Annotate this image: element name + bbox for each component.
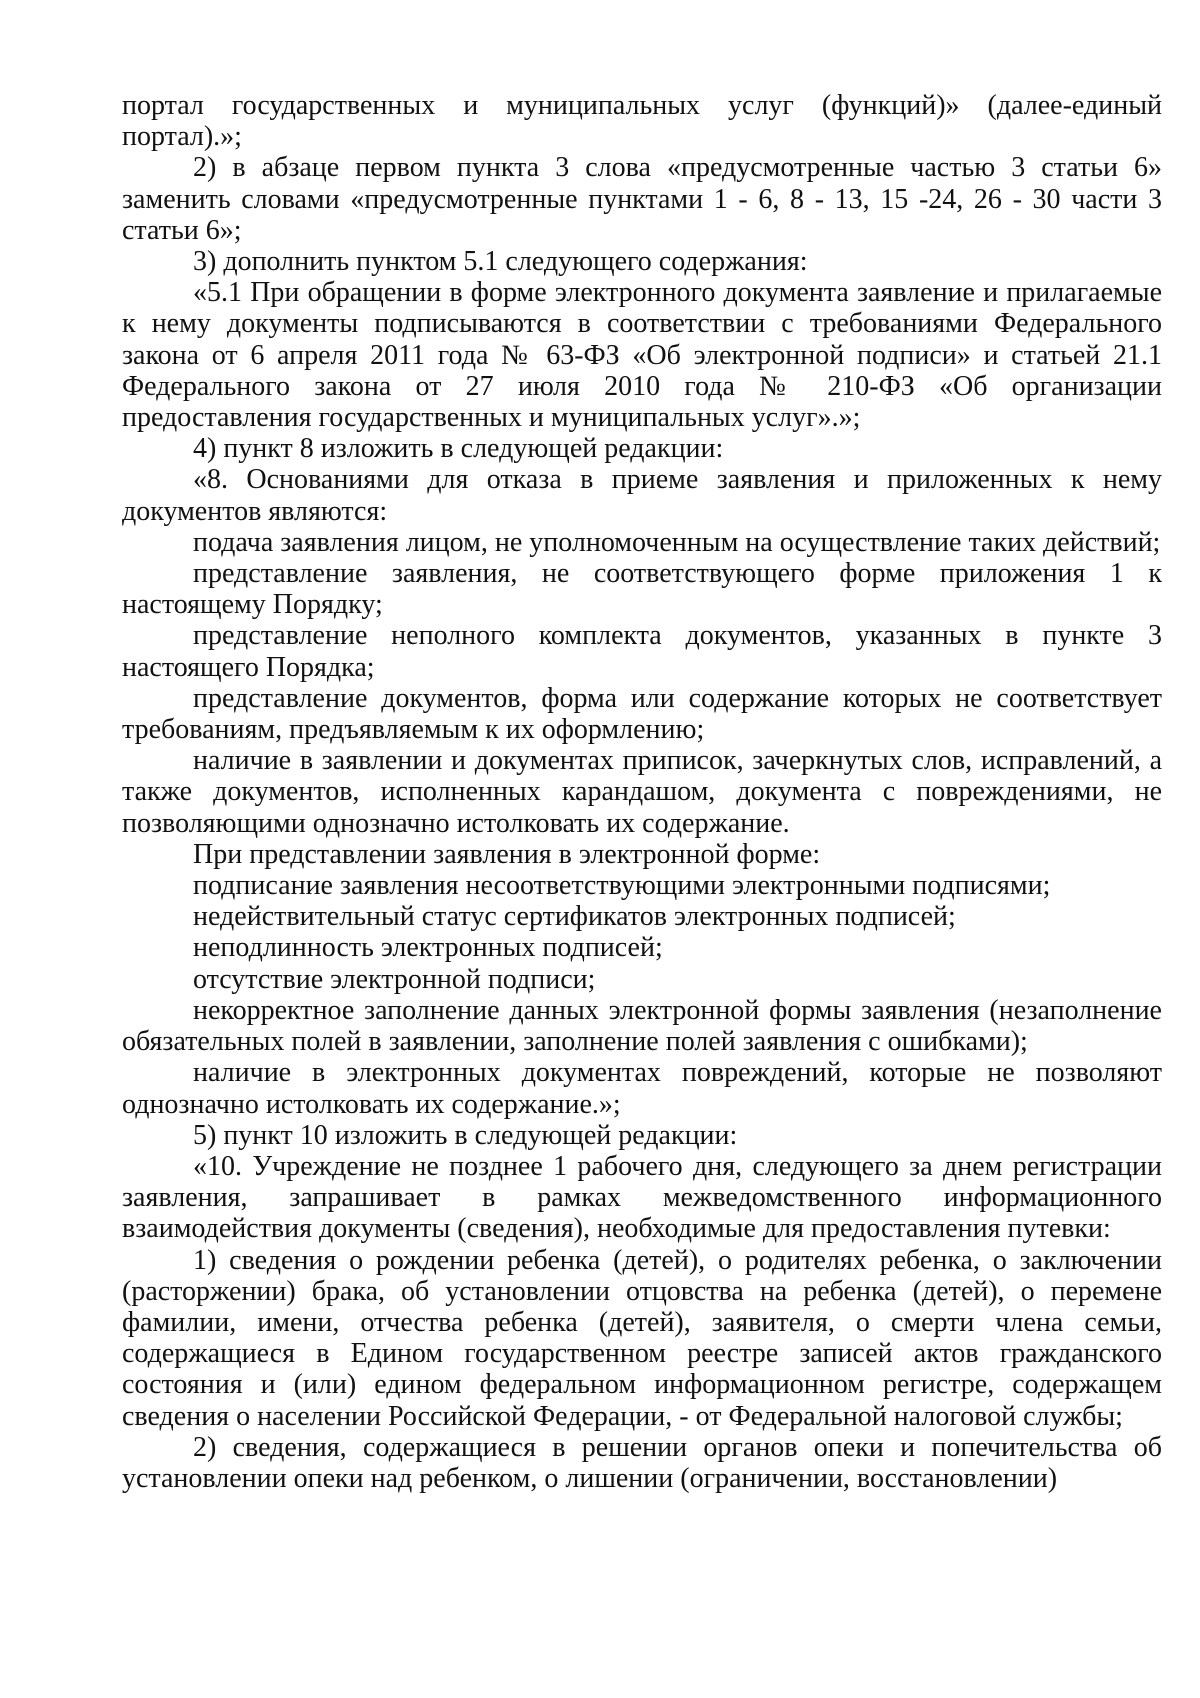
paragraph-electronic-ground-3: неподлинность электронных подписей; <box>193 932 663 964</box>
paragraph-refusal-ground-5: наличие в заявлении и документах приписок, зачеркнутых слов, исправлений, а также документов, исполненных карандашом, документа с повреждениями, не позволяющими однозначно истолковать их содержание. <box>122 745 1162 839</box>
paragraph-clause-5-1: «5.1 При обращении в форме электронного документа заявление и прилагаемые к нему документы подписываются в соответствии с требованиями Федерального закона от 6 апреля 2011 года № 63-ФЗ «Об электронной подписи» и статьей 21.1 Федерального закона от 27 июля 2010 года № 210-ФЗ «Об организации предоставления государственных и муниципальных услуг».»; <box>122 277 1162 434</box>
paragraph-portal-continuation: портал государственных и муниципальных услуг (функций)» (далее-единый портал).»; <box>122 90 1162 153</box>
paragraph-item-5: 5) пункт 10 изложить в следующей редакции: <box>193 1119 738 1151</box>
paragraph-electronic-ground-6: наличие в электронных документах повреждений, которые не позволяют однозначно истолковать их содержание.»; <box>122 1057 1162 1120</box>
paragraph-refusal-ground-1: подача заявления лицом, не уполномоченным на осуществление таких действий; <box>193 526 1161 558</box>
paragraph-clause-8: «8. Основаниями для отказа в приеме заявления и приложенных к нему документов являются: <box>122 464 1162 527</box>
paragraph-item-2: 2) в абзаце первом пункта 3 слова «предусмотренные частью 3 статьи 6» заменить словами «предусмотренные пунктами 1 - 6, 8 - 13, 15 -24, 26 - 30 части 3 статьи 6»; <box>122 152 1162 246</box>
paragraph-refusal-ground-3: представление неполного комплекта документов, указанных в пункте 3 настоящего Порядка; <box>122 620 1162 683</box>
paragraph-electronic-ground-1: подписание заявления несоответствующими электронными подписями; <box>193 870 1051 902</box>
paragraph-clause-10: «10. Учреждение не позднее 1 рабочего дня, следующего за днем регистрации заявления, запрашивает в рамках межведомственного информационного взаимодействия документы (сведения), необходимые для предоставления путевки: <box>122 1150 1162 1245</box>
paragraph-electronic-form-intro: При представлении заявления в электронной форме: <box>193 838 821 870</box>
paragraph-clause-10-item-1: 1) сведения о рождении ребенка (детей), о родителях ребенка, о заключении (расторжении) брака, об установлении отцовства на ребенка (детей), о перемене фамилии, имени, отчества ребенка (детей), заявителя, о смерти члена семьи, содержащиеся в Едином государственном реестре записей актов гражданского состояния и (или) едином федеральном информационном регистре, содержащем сведения о населении Российской Федерации, - от Федеральной налоговой службы; <box>122 1244 1162 1432</box>
paragraph-item-4: 4) пункт 8 изложить в следующей редакции: <box>193 433 724 465</box>
paragraph-electronic-ground-2: недействительный статус сертификатов электронных подписей; <box>193 901 956 933</box>
paragraph-item-3: 3) дополнить пунктом 5.1 следующего содержания: <box>193 246 808 278</box>
paragraph-refusal-ground-2: представление заявления, не соответствующего форме приложения 1 к настоящему Порядку; <box>122 558 1162 621</box>
document-body <box>122 90 1162 1494</box>
paragraph-refusal-ground-4: представление документов, форма или содержание которых не соответствует требованиям, предъявляемым к их оформлению; <box>122 682 1162 746</box>
paragraph-electronic-ground-4: отсутствие электронной подписи; <box>193 963 596 995</box>
paragraph-electronic-ground-5: некорректное заполнение данных электронной формы заявления (незаполнение обязательных полей в заявлении, заполнение полей заявления с ошибками); <box>122 994 1162 1058</box>
paragraph-clause-10-item-2: 2) сведения, содержащиеся в решении органов опеки и попечительства об установлении опеки над ребенком, о лишении (ограничении, восстановлении) <box>122 1431 1162 1494</box>
